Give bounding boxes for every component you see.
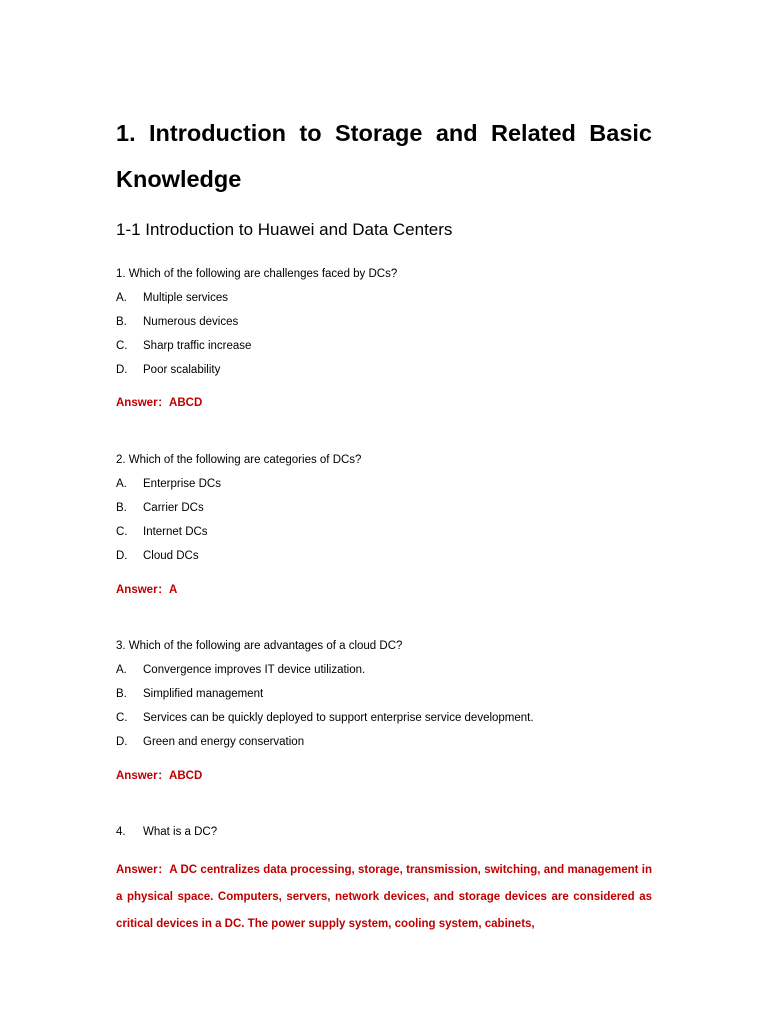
option-letter: D. [116, 550, 128, 562]
option-a [116, 658, 652, 682]
option-letter: C. [116, 712, 128, 724]
option-a [116, 472, 652, 496]
option-b [116, 310, 652, 334]
option-text: Simplified management [143, 688, 264, 700]
document-title: 1. Introduction to Storage and Related Basic Knowledge [116, 120, 652, 192]
question-1 [116, 262, 652, 415]
option-text: Green and energy conservation [143, 736, 305, 748]
answer-text: Answer：ABCD [116, 397, 203, 409]
option-c [116, 706, 652, 730]
option-text: Convergence improves IT device utilization. [143, 664, 366, 676]
answer-text: Answer：A DC centralizes data processing, storage, transmission, switching, and management in a physical space. Computers, servers, network devices, and storage devices are considered as critical devices in a DC. The power supply system, cooling system, cabinets, [116, 864, 652, 930]
question-text: 2. Which of the following are categories of DCs? [116, 454, 362, 466]
option-text: Multiple services [143, 292, 228, 304]
question-number: 4. [116, 826, 126, 838]
question-text: 3. Which of the following are advantages of a cloud DC? [116, 640, 403, 652]
answer-text: Answer：A [116, 584, 178, 596]
option-letter: A. [116, 664, 127, 676]
option-letter: A. [116, 292, 127, 304]
option-letter: C. [116, 526, 128, 538]
option-c [116, 334, 652, 358]
option-c [116, 520, 652, 544]
question-label: What is a DC? [143, 826, 218, 838]
option-letter: D. [116, 364, 128, 376]
option-letter: B. [116, 316, 127, 328]
option-text: Sharp traffic increase [143, 340, 252, 352]
question-3 [116, 634, 652, 788]
option-text: Cloud DCs [143, 550, 199, 562]
option-text: Numerous devices [143, 316, 239, 328]
option-list [116, 472, 652, 568]
section-title: 1-1 Introduction to Huawei and Data Centers [116, 220, 453, 239]
option-b [116, 496, 652, 520]
option-text: Poor scalability [143, 364, 221, 376]
question-text [116, 820, 652, 844]
option-letter: D. [116, 736, 128, 748]
question-text: 1. Which of the following are challenges faced by DCs? [116, 268, 398, 280]
option-text: Services can be quickly deployed to support enterprise service development. [143, 712, 534, 724]
option-text: Carrier DCs [143, 502, 204, 514]
option-letter: A. [116, 478, 127, 490]
option-a [116, 286, 652, 310]
option-text: Enterprise DCs [143, 478, 221, 490]
option-letter: C. [116, 340, 128, 352]
option-list [116, 658, 652, 754]
option-d [116, 358, 652, 382]
option-letter: B. [116, 502, 127, 514]
option-b [116, 682, 652, 706]
option-d [116, 544, 652, 568]
question-2 [116, 448, 652, 602]
answer-text: Answer：ABCD [116, 770, 203, 782]
option-letter: B. [116, 688, 127, 700]
question-4 [116, 820, 652, 938]
option-d [116, 730, 652, 754]
option-text: Internet DCs [143, 526, 208, 538]
option-list [116, 286, 652, 382]
